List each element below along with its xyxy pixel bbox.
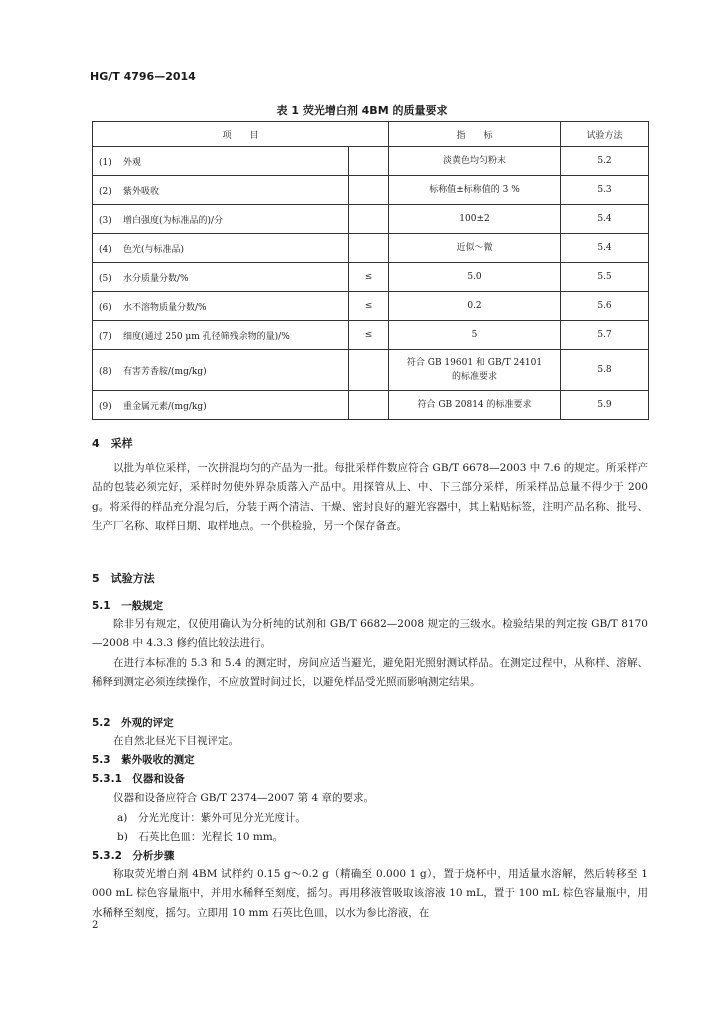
section-4-title: 4 采样	[92, 437, 133, 450]
table-row	[93, 147, 649, 176]
row-method: 5.5	[561, 263, 649, 292]
header-indicator: 指 标	[389, 122, 561, 147]
row-item	[93, 234, 349, 263]
row-number: (9)	[99, 401, 112, 412]
section-5-3-title: 5.3 紫外吸收的测定	[92, 754, 195, 766]
header-item: 项 目	[93, 122, 389, 147]
page-number: 2	[92, 920, 99, 931]
row-symbol: ≤	[349, 263, 389, 292]
row-method: 5.9	[561, 391, 649, 420]
row-method: 5.7	[561, 321, 649, 350]
row-indicator-line1: 符合 GB 19601 和 GB/T 24101	[406, 358, 543, 368]
row-item-text: 紫外吸收	[123, 186, 160, 197]
row-number: (3)	[99, 215, 112, 226]
row-symbol: ≤	[349, 292, 389, 321]
row-number: (7)	[99, 331, 112, 342]
table-header-row	[93, 122, 649, 147]
quality-requirements-table	[92, 121, 649, 420]
row-item	[93, 205, 349, 234]
row-number: (4)	[99, 244, 112, 255]
row-symbol	[349, 234, 389, 263]
table-row	[93, 205, 649, 234]
row-indicator	[389, 350, 561, 391]
row-symbol	[349, 176, 389, 205]
section-5-1-paragraph-2: 在进行本标准的 5.3 和 5.4 的测定时，房间应适当避光，避免阳光照射测试样品。在测定过程中，从称样、溶解、稀释到测定必须连续操作，不应放置时间过长，以避免样品受光照而影响测定结果。	[92, 657, 648, 689]
section-5-2-paragraph: 在自然北昼光下目视评定。	[113, 735, 239, 747]
table-caption: 表 1 荧光增白剂 4BM 的质量要求	[276, 104, 448, 117]
table-row	[93, 176, 649, 205]
row-indicator: 淡黄色均匀粉末	[389, 147, 561, 176]
row-item	[93, 263, 349, 292]
row-item	[93, 176, 349, 205]
row-symbol	[349, 350, 389, 391]
row-indicator: 0.2	[389, 292, 561, 321]
table-row	[93, 391, 649, 420]
row-number: (6)	[99, 302, 112, 313]
row-method: 5.8	[561, 350, 649, 391]
section-4-paragraph: 以批为单位采样，一次拼混均匀的产品为一批。每批采样件数应符合 GB/T 6678—2003 中 7.6 的规定。所采样产品的包装必须完好，采样时勿使外界杂质落入产品中。用探管从上、中、下三部分采样，所采样品总量不得少于 200 g。将采得的样品充分混匀后，分装于两个清洁、干燥、密封良好的避光容器中，其上粘贴标签，注明产品名称、批号、生产厂名称、取样日期、取样地点。一个供检验，另一个保存备查。	[92, 462, 648, 532]
row-item	[93, 321, 349, 350]
row-item-text: 水不溶物质量分数/%	[123, 302, 207, 313]
section-5-title: 5 试验方法	[92, 572, 155, 585]
section-5-1-paragraph-1: 除非另有规定，仅使用确认为分析纯的试剂和 GB/T 6682—2008 规定的三级水。检验结果的判定按 GB/T 8170—2008 中 4.3.3 修约值比较法进行。	[92, 618, 648, 650]
row-item-text: 外观	[123, 157, 142, 168]
row-method: 5.6	[561, 292, 649, 321]
row-number: (1)	[99, 157, 112, 168]
row-indicator: 符合 GB 20814 的标准要求	[389, 391, 561, 420]
row-number: (5)	[99, 273, 112, 284]
row-item-text: 细度(通过 250 μm 孔径筛残余物的量)/%	[123, 331, 290, 342]
header-method: 试验方法	[561, 122, 649, 147]
row-item	[93, 147, 349, 176]
table-row	[93, 350, 649, 391]
table-row	[93, 263, 649, 292]
section-5-2-title: 5.2 外观的评定	[92, 717, 174, 729]
row-symbol	[349, 391, 389, 420]
section-5-3-1-title: 5.3.1 仪器和设备	[92, 773, 185, 785]
section-5-3-2-paragraph: 称取荧光增白剂 4BM 试样约 0.15 g～0.2 g（精确至 0.000 1 g），置于烧杯中，用适量水溶解，然后转移至 1 000 mL 棕色容量瓶中，并用水稀释至刻度，摇匀。再用移液管吸取该溶液 10 mL，置于 100 mL 棕色容量瓶中，用水稀释至刻度，摇匀。立即用 10 mm 石英比色皿，以水为参比溶液，在	[92, 868, 648, 919]
row-number: (2)	[99, 186, 112, 197]
row-indicator: 标称值±标称值的 3 %	[389, 176, 561, 205]
list-item-b: b) 石英比色皿：光程长 10 mm。	[117, 831, 284, 843]
row-item-text: 水分质量分数/%	[123, 273, 189, 284]
row-method: 5.3	[561, 176, 649, 205]
row-symbol	[349, 205, 389, 234]
row-item-text: 色光(与标准品)	[123, 244, 185, 255]
row-symbol: ≤	[349, 321, 389, 350]
row-item-text: 有害芳香胺/(mg/kg)	[123, 366, 207, 377]
row-number: (8)	[99, 366, 112, 377]
row-method: 5.2	[561, 147, 649, 176]
section-5-3-2-title: 5.3.2 分析步骤	[92, 850, 175, 862]
row-indicator: 5	[389, 321, 561, 350]
row-item-text: 增白强度(为标准品的)/分	[123, 215, 224, 226]
row-indicator: 5.0	[389, 263, 561, 292]
row-item	[93, 391, 349, 420]
standard-number: HG/T 4796—2014	[90, 70, 196, 83]
section-5-3-1-paragraph: 仪器和设备应符合 GB/T 2374—2007 第 4 章的要求。	[113, 792, 374, 804]
row-method: 5.4	[561, 234, 649, 263]
row-indicator-line2: 的标准要求	[452, 372, 498, 382]
row-item-text: 重金属元素/(mg/kg)	[123, 401, 207, 412]
section-5-1-title: 5.1 一般规定	[92, 600, 164, 612]
table-row	[93, 321, 649, 350]
row-item	[93, 292, 349, 321]
row-symbol	[349, 147, 389, 176]
row-indicator: 近似～微	[389, 234, 561, 263]
table-row	[93, 292, 649, 321]
row-item	[93, 350, 349, 391]
table-row	[93, 234, 649, 263]
row-method: 5.4	[561, 205, 649, 234]
list-item-a: a) 分光光度计：紫外可见分光光度计。	[117, 812, 306, 824]
row-indicator: 100±2	[389, 205, 561, 234]
